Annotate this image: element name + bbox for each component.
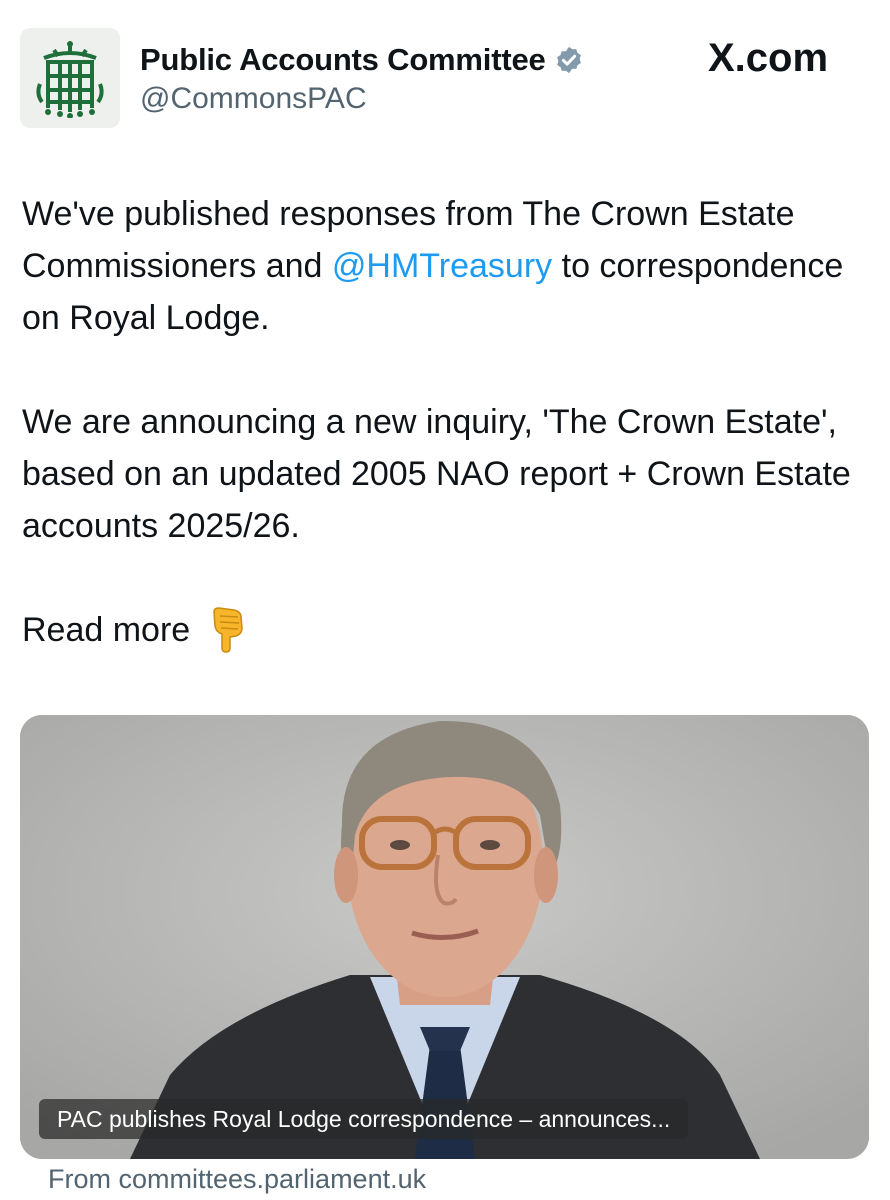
verified-badge-icon	[554, 45, 584, 75]
tweet-header	[0, 0, 890, 150]
portcullis-icon	[34, 40, 106, 118]
tweet-paragraph-1	[22, 188, 872, 344]
paragraph-1-text-end: to correspondence on Royal Lodge.	[22, 247, 844, 337]
handle[interactable]: @CommonsPAC	[140, 82, 367, 115]
portrait-photo	[20, 715, 869, 1159]
read-more-text: Read more	[22, 611, 191, 649]
pointing-down-hand-icon	[208, 606, 248, 654]
tweet-text	[22, 188, 872, 656]
brand-logo: X.com	[708, 36, 829, 80]
link-card[interactable]	[20, 715, 869, 1159]
name-row	[140, 40, 584, 80]
display-name[interactable]: Public Accounts Committee	[140, 42, 546, 77]
paragraph-1-text: We've published responses from The Crown Estate Commissioners and	[22, 195, 795, 285]
card-source[interactable]: From committees.parliament.uk	[48, 1164, 427, 1194]
tweet-paragraph-2: We are announcing a new inquiry, 'The Crown Estate', based on an updated 2005 NAO report + Crown Estate accounts 2025/26.	[22, 403, 851, 545]
avatar[interactable]	[20, 28, 120, 128]
read-more-line	[22, 604, 872, 656]
card-caption: PAC publishes Royal Lodge correspondence – announces...	[39, 1099, 688, 1139]
mention-link[interactable]: @HMTreasury	[331, 247, 553, 285]
